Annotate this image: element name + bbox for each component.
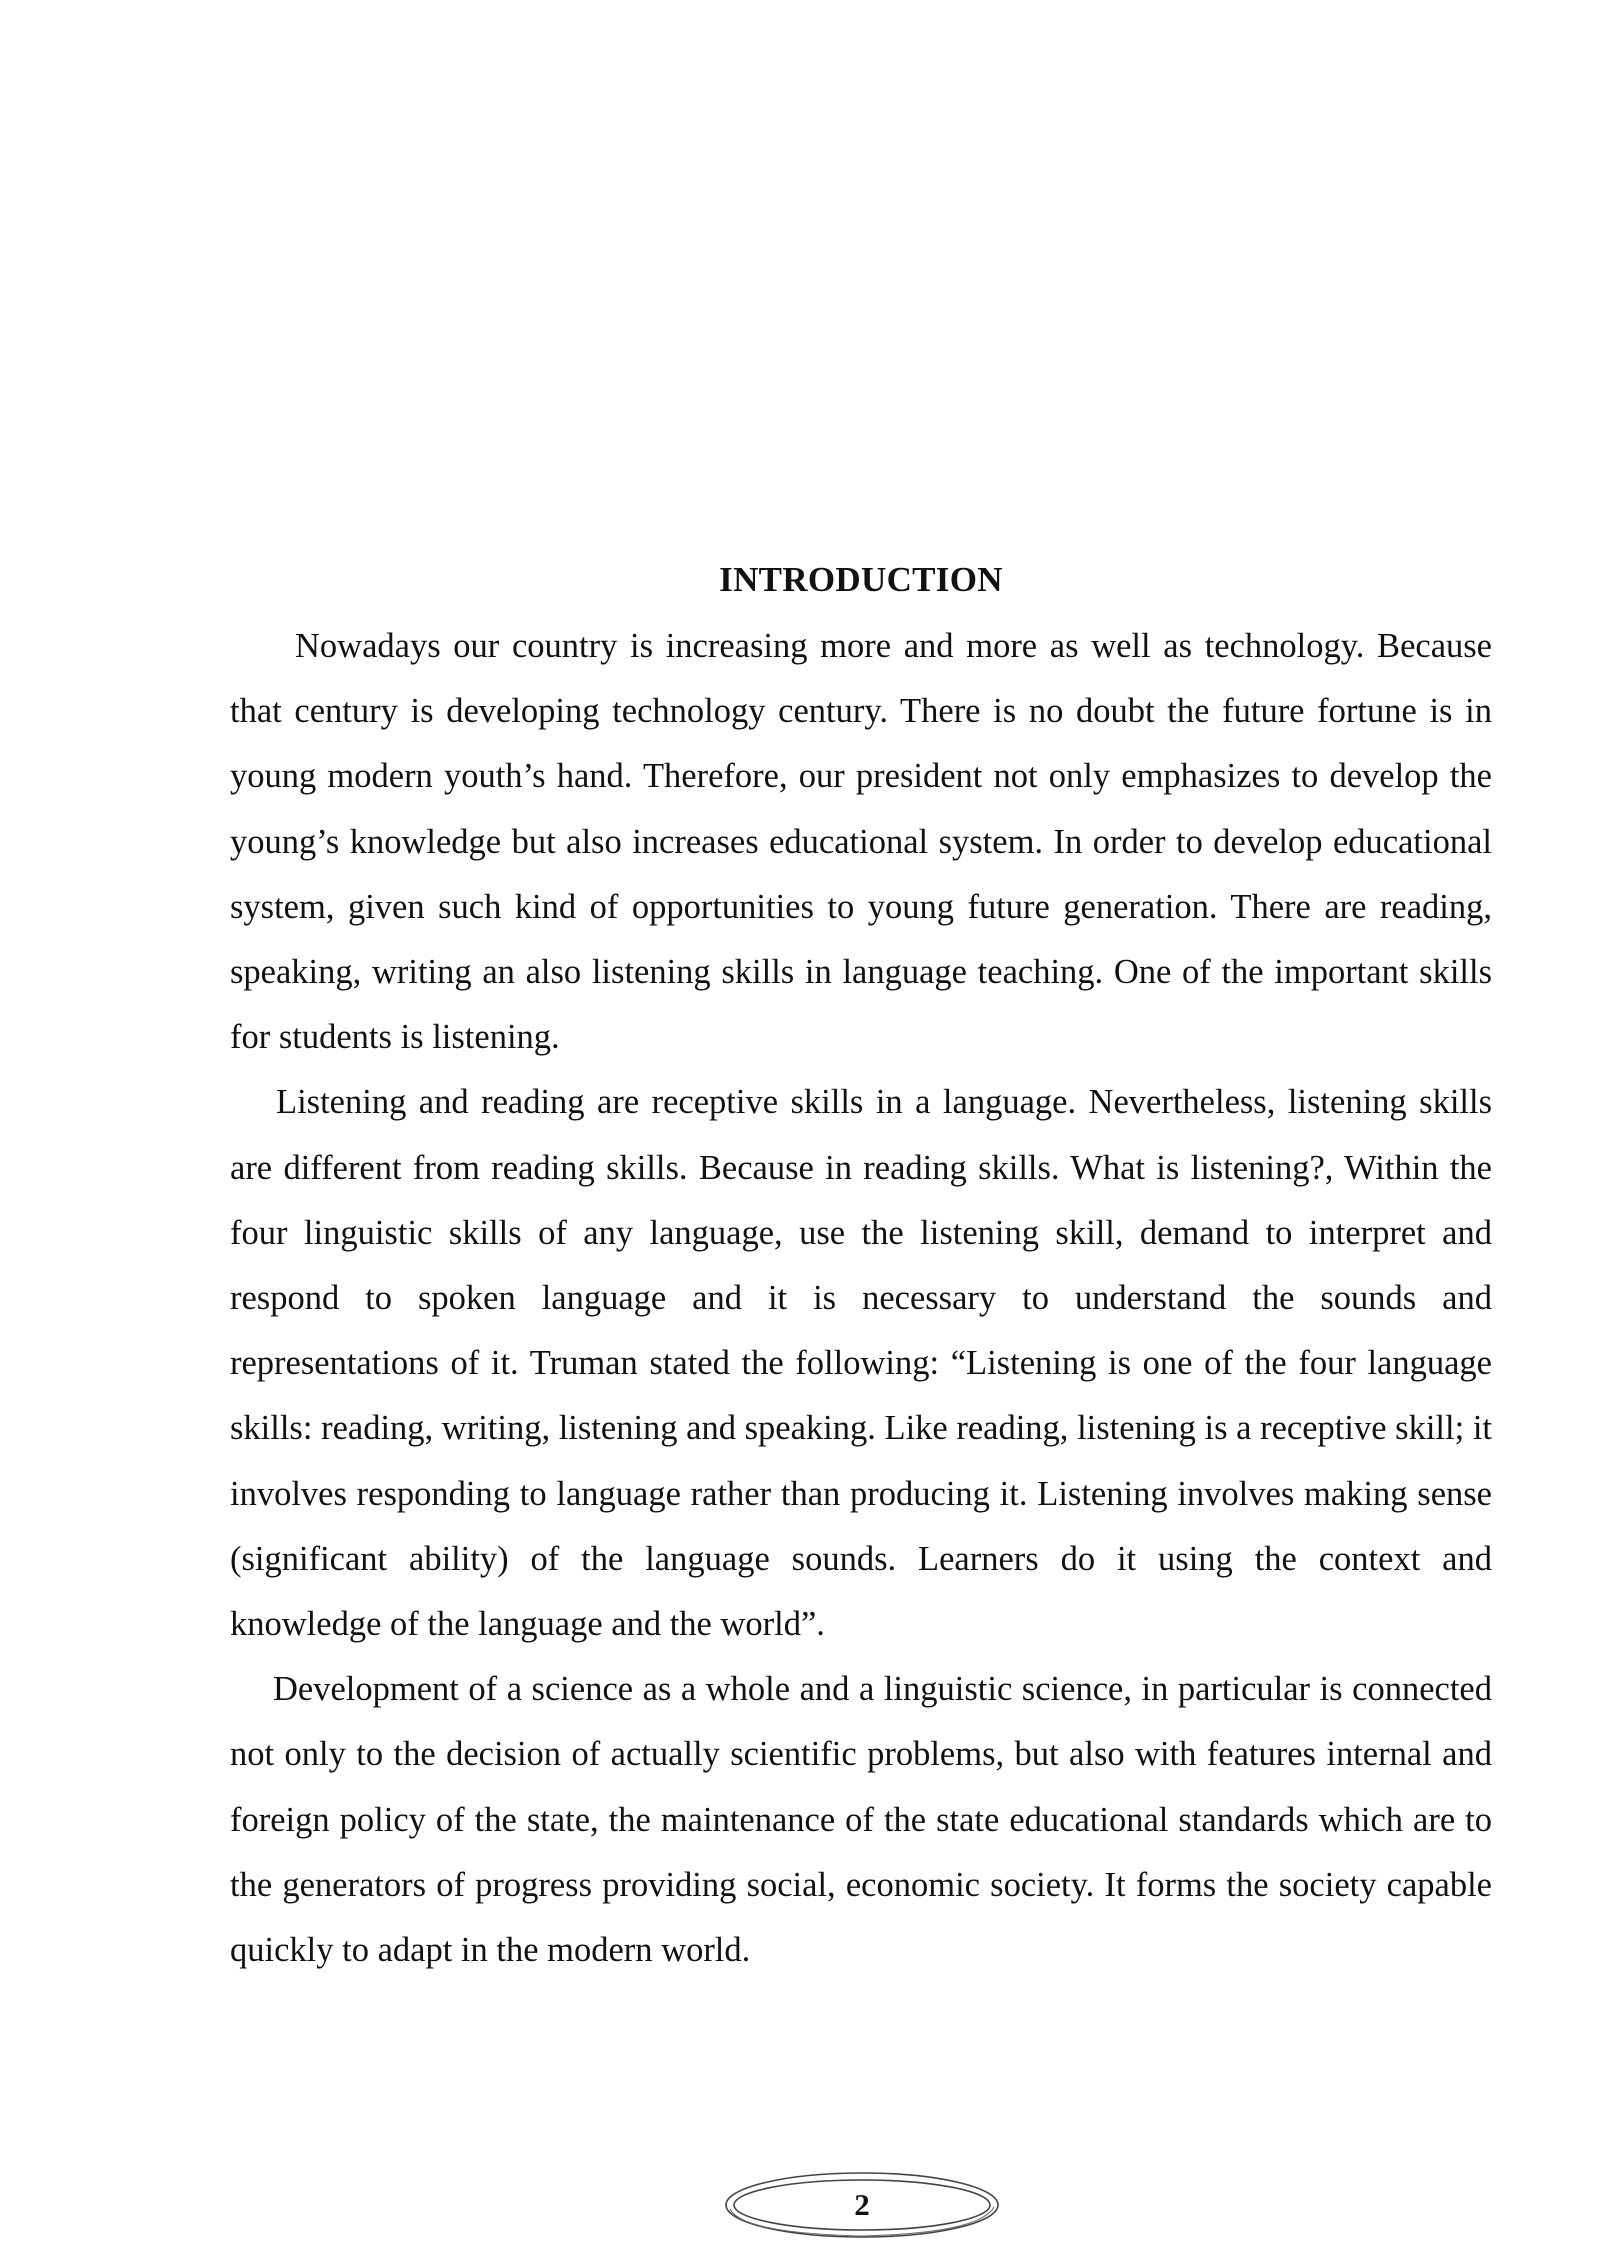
- paragraph-3: Development of a science as a whole and a linguistic science, in particular is connected not only to the decision of actually scientific problems, but also with features internal and foreign policy of the state, the maintenance of the state educational standards which are to the generators of progress providing social, economic society. It forms the society capable quickly to adapt in the modern world.: [230, 1670, 1492, 1970]
- page-title: INTRODUCTION: [719, 560, 1003, 599]
- page-number-badge: [722, 2169, 1002, 2241]
- paragraph-1: Nowadays our country is increasing more and more as well as technology. Because that century is developing technology century. There is no doubt the future fortune is in young modern youth’s hand. Therefore, our president not only emphasizes to develop the young’s knowledge but also increases educational system. In order to develop educational system, given such kind of opportunities to young future generation. There are reading, speaking, writing an also listening skills in language teaching. One of the important skills for students is listening.: [230, 627, 1492, 1057]
- paragraph-2: Listening and reading are receptive skills in a language. Nevertheless, listening skills are different from reading skills. Because in reading skills. What is listening?, Within the four linguistic skills of any language, use the listening skill, demand to interpret and respond to spoken language and it is necessary to understand the sounds and representations of it. Truman stated the following: “Listening is one of the four language skills: reading, writing, listening and speaking. Like reading, listening is a receptive skill; it involves responding to language rather than producing it. Listening involves making sense (significant ability) of the language sounds. Learners do it using the context and knowledge of the language and the world”.: [230, 1083, 1492, 1644]
- body-text: [230, 614, 1492, 1983]
- page-number: 2: [854, 2187, 870, 2222]
